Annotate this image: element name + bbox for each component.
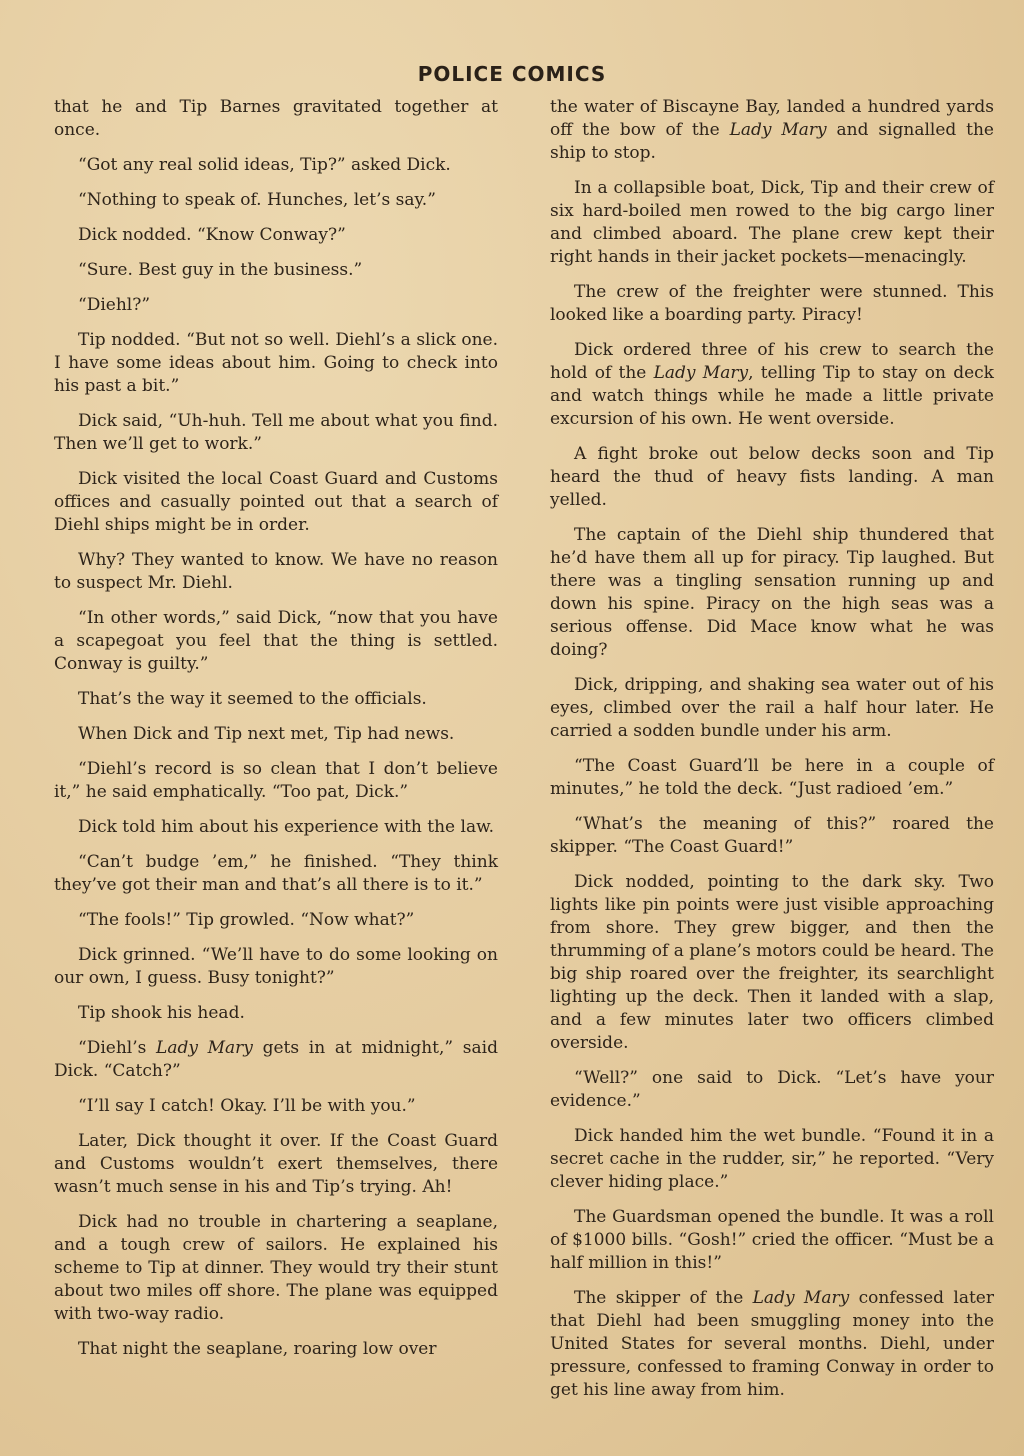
paragraph: the water of Biscayne Bay, landed a hundred yards off the bow of the Lady Mary and signalled the ship to stop.	[550, 97, 994, 163]
paragraph: “Diehl?”	[78, 295, 151, 315]
paragraph: Dick said, “Uh-huh. Tell me about what you find. Then we’ll get to work.”	[54, 411, 498, 454]
paragraph: “Can’t budge ’em,” he finished. “They think they’ve got their man and that’s all there is to it.”	[54, 852, 498, 895]
right-column	[550, 96, 994, 1414]
paragraph: “Diehl’s Lady Mary gets in at midnight,” said Dick. “Catch?”	[54, 1038, 498, 1081]
paragraph: “The Coast Guard’ll be here in a couple of minutes,” he told the deck. “Just radioed ’em.”	[550, 756, 994, 799]
paragraph: “The fools!” Tip growled. “Now what?”	[78, 910, 415, 930]
paragraph: Dick had no trouble in chartering a seaplane, and a tough crew of sailors. He explained his scheme to Tip at dinner. They would try their stunt about two miles off shore. The plane was equipped with two-way radio.	[54, 1212, 498, 1324]
paragraph: In a collapsible boat, Dick, Tip and their crew of six hard-boiled men rowed to the big cargo liner and climbed aboard. The plane crew kept their right hands in their jacket pockets—menacingly.	[550, 178, 994, 267]
paragraph: Later, Dick thought it over. If the Coast Guard and Customs wouldn’t exert themselves, there wasn’t much sense in his and Tip’s trying. Ah!	[54, 1131, 498, 1197]
paragraph: “Diehl’s record is so clean that I don’t believe it,” he said emphatically. “Too pat, Dick.”	[54, 759, 498, 802]
paragraph: Dick ordered three of his crew to search the hold of the Lady Mary, telling Tip to stay on deck and watch things while he made a little private excursion of his own. He went overside.	[550, 340, 994, 429]
paragraph: Dick visited the local Coast Guard and Customs offices and casually pointed out that a search of Diehl ships might be in order.	[54, 469, 498, 535]
ship-name: Lady Mary	[653, 363, 749, 383]
paragraph: The Guardsman opened the bundle. It was a roll of $1000 bills. “Gosh!” cried the officer. “Must be a half million in this!”	[550, 1207, 994, 1273]
paragraph: Why? They wanted to know. We have no reason to suspect Mr. Diehl.	[54, 550, 498, 593]
paragraph: “Well?” one said to Dick. “Let’s have your evidence.”	[550, 1068, 994, 1111]
paragraph: Dick, dripping, and shaking sea water out of his eyes, climbed over the rail a half hour later. He carried a sodden bundle under his arm.	[550, 675, 994, 741]
paragraph: that he and Tip Barnes gravitated together at once.	[54, 97, 498, 140]
paragraph: Dick nodded, pointing to the dark sky. Two lights like pin points were just visible approaching from shore. They grew bigger, and then the thrumming of a plane’s motors could be heard. The big ship roared over the freighter, its searchlight lighting up the deck. Then it landed with a slap, and a few minutes later two officers climbed overside.	[550, 872, 994, 1053]
paragraph: “Got any real solid ideas, Tip?” asked Dick.	[78, 155, 451, 175]
paragraph: A fight broke out below decks soon and Tip heard the thud of heavy fists landing. A man yelled.	[550, 444, 994, 510]
paragraph: Dick nodded. “Know Conway?”	[78, 225, 346, 245]
paragraph: “Sure. Best guy in the business.”	[78, 260, 363, 280]
paragraph: Tip shook his head.	[78, 1003, 245, 1023]
page-header: POLICE COMICS	[417, 62, 607, 86]
paragraph: “Nothing to speak of. Hunches, let’s say.”	[78, 190, 436, 210]
paragraph: “In other words,” said Dick, “now that you have a scapegoat you feel that the thing is settled. Conway is guilty.”	[54, 608, 498, 674]
paragraph: Dick told him about his experience with the law.	[78, 817, 495, 837]
ship-name: Lady Mary	[752, 1288, 850, 1308]
paragraph: The crew of the freighter were stunned. This looked like a boarding party. Piracy!	[550, 282, 994, 325]
left-column	[54, 96, 498, 1373]
paragraph: When Dick and Tip next met, Tip had news.	[78, 724, 455, 744]
paragraph: The captain of the Diehl ship thundered that he’d have them all up for piracy. Tip laughed. But there was a tingling sensation running up and down his spine. Piracy on the high seas was a serious offense. Did Mace know what he was doing?	[550, 525, 994, 660]
paragraph: Dick handed him the wet bundle. “Found it in a secret cache in the rudder, sir,” he reported. “Very clever hiding place.”	[550, 1126, 994, 1192]
paragraph: Tip nodded. “But not so well. Diehl’s a slick one. I have some ideas about him. Going to check into his past a bit.”	[54, 330, 498, 396]
paragraph: That’s the way it seemed to the officials.	[78, 689, 427, 709]
paragraph: “I’ll say I catch! Okay. I’ll be with you.”	[78, 1096, 416, 1116]
paragraph: That night the seaplane, roaring low over	[78, 1339, 437, 1359]
paragraph: “What’s the meaning of this?” roared the skipper. “The Coast Guard!”	[550, 814, 994, 857]
ship-name: Lady Mary	[156, 1038, 253, 1058]
paragraph: The skipper of the Lady Mary confessed later that Diehl had been smuggling money into the United States for several months. Diehl, under pressure, confessed to framing Conway in order to get his line away from him.	[550, 1288, 994, 1400]
paragraph: Dick grinned. “We’ll have to do some looking on our own, I guess. Busy tonight?”	[54, 945, 498, 988]
ship-name: Lady Mary	[729, 120, 827, 140]
